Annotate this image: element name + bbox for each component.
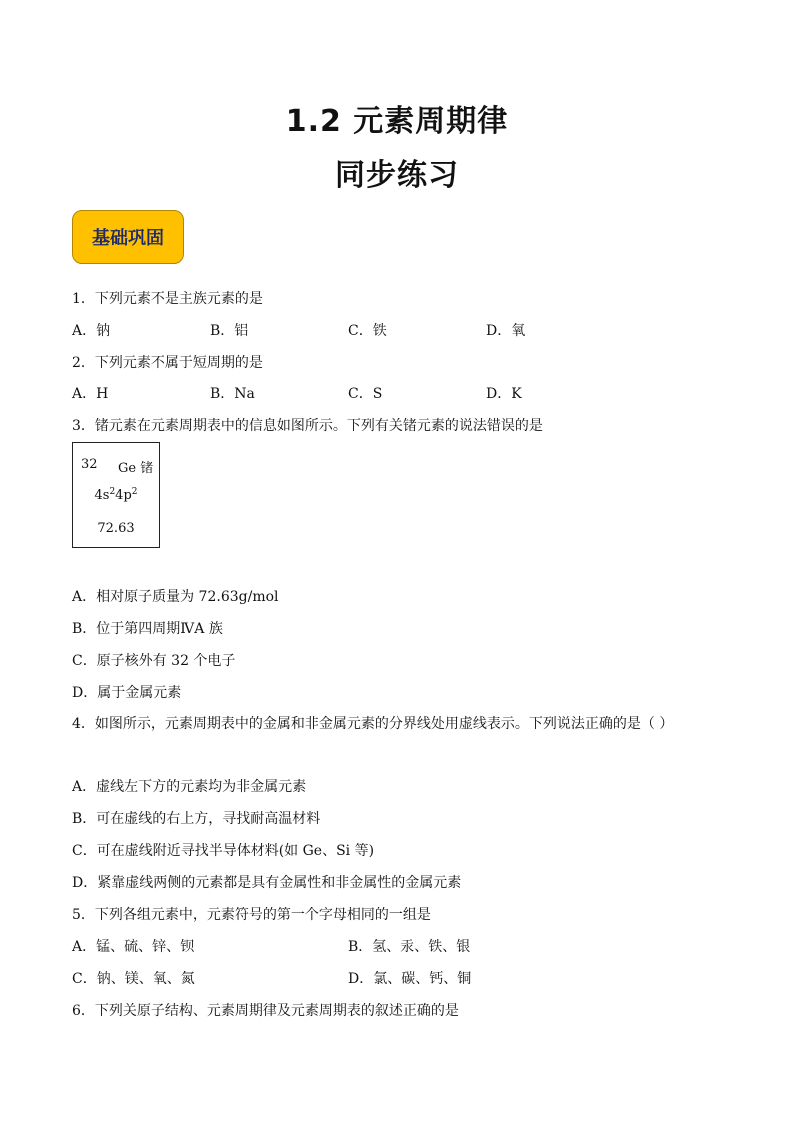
- q3-option-d: D．属于金属元素: [72, 685, 182, 701]
- question-2-stem: 2．下列元素不属于短周期的是: [72, 355, 263, 371]
- q5-option-b: B．氢、汞、铁、银: [348, 939, 471, 955]
- q4-option-d: D．紧靠虚线两侧的元素都是具有金属性和非金属性的金属元素: [72, 875, 462, 891]
- q3-option-c: C．原子核外有 32 个电子: [72, 653, 236, 669]
- page-title: 1.2 元素周期律: [285, 104, 509, 139]
- q4-option-a: A．虚线左下方的元素均为非金属元素: [72, 779, 307, 795]
- question-4-stem: 4．如图所示，元素周期表中的金属和非金属元素的分界线处用虚线表示。下列说法正确的是（ ）: [72, 716, 674, 732]
- q1-option-b: B．铝: [210, 323, 249, 339]
- q1-option-d: D．氧: [486, 323, 526, 339]
- question-6-stem: 6．下列关原子结构、元素周期律及元素周期表的叙述正确的是: [72, 1003, 459, 1019]
- element-symbol: Ge 锗: [118, 461, 154, 476]
- question-1-stem: 1．下列元素不是主族元素的是: [72, 291, 263, 307]
- q5-option-c: C．钠、镁、氧、氮: [72, 971, 195, 987]
- q4-option-c: C．可在虚线附近寻找半导体材料(如 Ge、Si 等): [72, 843, 375, 859]
- q3-option-a: A．相对原子质量为 72.63g/mol: [72, 589, 279, 605]
- q3-option-b: B．位于第四周期ⅣA 族: [72, 621, 223, 637]
- question-5-stem: 5．下列各组元素中，元素符号的第一个字母相同的一组是: [72, 907, 431, 923]
- page-subtitle: 同步练习: [335, 158, 459, 193]
- q2-option-c: C．S: [348, 386, 383, 402]
- question-3-stem: 3．锗元素在元素周期表中的信息如图所示。下列有关锗元素的说法错误的是: [72, 418, 543, 434]
- q2-option-a: A．H: [72, 386, 109, 402]
- q5-option-a: A．锰、硫、锌、钡: [72, 939, 195, 955]
- element-atomic-number: 32: [81, 457, 98, 472]
- q2-option-b: B．Na: [210, 386, 255, 402]
- section-badge: 基础巩固: [72, 210, 184, 264]
- element-info-figure: [72, 442, 160, 548]
- element-atomic-mass: 72.63: [97, 521, 135, 536]
- element-electron-config: $4s^24p^2$: [94, 487, 138, 503]
- q1-option-c: C．铁: [348, 323, 387, 339]
- q2-option-d: D．K: [486, 386, 522, 402]
- q1-option-a: A．钠: [72, 323, 111, 339]
- q4-option-b: B．可在虚线的右上方，寻找耐高温材料: [72, 811, 321, 827]
- q5-option-d: D．氯、碳、钙、铜: [348, 971, 472, 987]
